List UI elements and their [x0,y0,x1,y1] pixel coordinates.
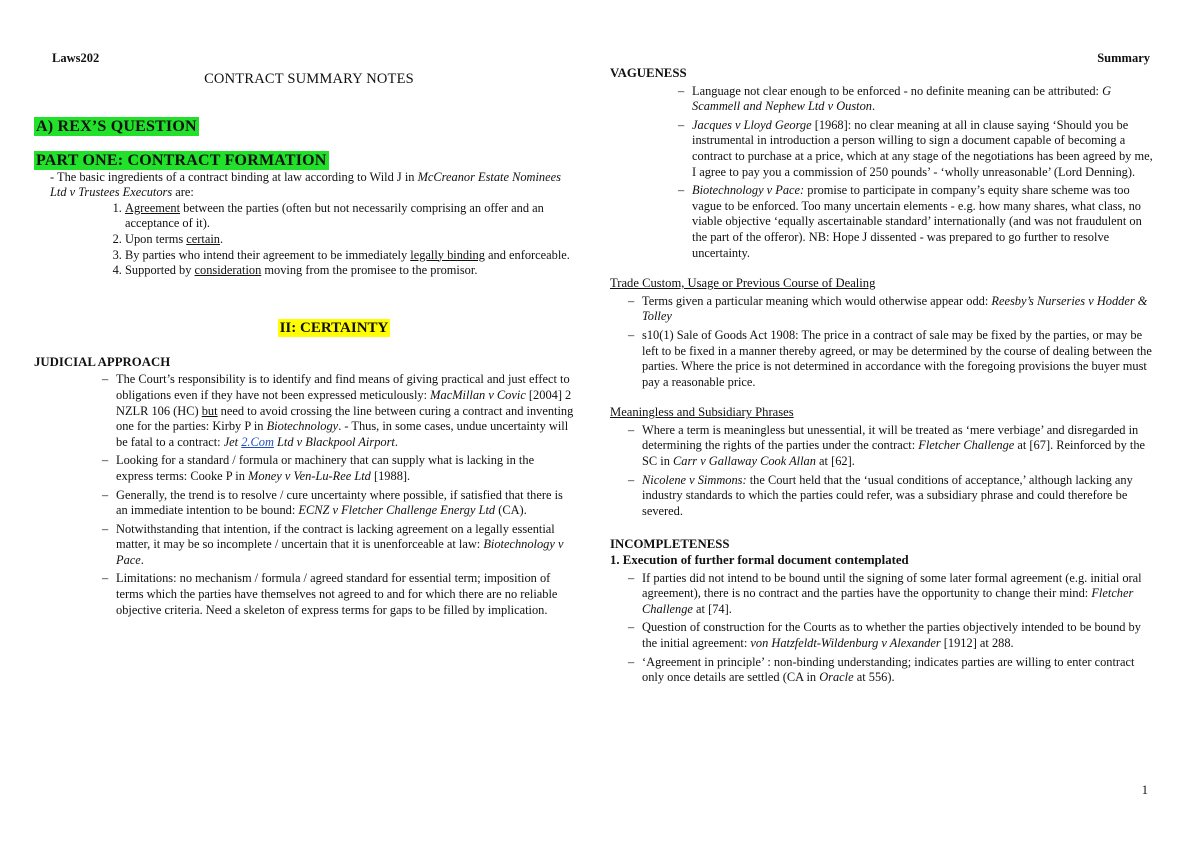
case-name: Biotechnology [266,419,339,434]
intro-text-end: are: [172,185,194,200]
item-text: . [394,434,398,449]
case-name: von Hatzfeldt-Wildenburg v Alexander [750,636,941,650]
case-name: ECNZ v Fletcher Challenge Energy Ltd [298,503,496,518]
heading-trade-custom: Trade Custom, Usage or Previous Course of Dealing [610,276,876,291]
requirement-item [125,263,574,279]
judicial-approach-list [34,372,574,618]
case-name: Carr v Gallaway Cook Allan [673,454,816,469]
hyperlink-2com[interactable]: 2.Com [241,434,274,449]
page-number: 1 [1141,783,1148,797]
case-name: Jacques v Lloyd George [692,117,812,132]
meaningless-phrases-list [610,423,1155,520]
document-title: CONTRACT SUMMARY NOTES [204,71,414,87]
case-name: Fletcher Challenge [642,586,1134,616]
req-key-term: certain [186,231,220,246]
requirement-item [125,232,574,248]
intro-text: - The basic ingredients of a contract binding at law according to Wild J in [50,169,418,184]
heading-part-one: PART ONE: CONTRACT FORMATION [36,151,327,169]
heading-incompleteness: INCOMPLETENESS [610,537,730,552]
heading-rex-question: A) REX’S QUESTION [36,117,197,135]
item-text: at [62]. [815,454,855,469]
item-text: at 556). [853,670,895,685]
case-name: Biotechnology v Pace: [692,183,805,198]
case-name: Oracle [819,670,854,685]
case-name: Money v Ven-Lu-Ree Ltd [248,468,371,483]
list-item [34,372,574,450]
list-item [610,655,1155,686]
case-name: Nicolene v Simmons: [642,472,747,487]
item-text: s10(1) Sale of Goods Act 1908: The price in a contract of sale may be fixed by the parties, or may be left to be fixed in a manner thereby agreed, or may be determined by the course of dealing between the parties. Where the price is not determined in accordance with the foregoing provisions the buyer must pay a reasonable price. [642,327,1152,389]
list-item [34,522,574,569]
item-text: at [74]. [692,601,732,616]
case-name: Reesby’s Nurseries v Hodder & Tolley [642,293,1148,324]
req-text-end: and enforceable. [484,247,570,262]
item-text: Terms given a particular meaning which would otherwise appear odd: [642,293,992,308]
req-text: By parties who intend their agreement to be immediately [125,247,411,262]
intro-paragraph [34,170,574,201]
heading-certainty-wrap [34,319,574,337]
case-name: Jet [223,434,242,449]
list-item [34,571,574,618]
heading-meaningless-phrases: Meaningless and Subsidiary Phrases [610,405,794,420]
req-key-term: consideration [194,263,262,278]
heading-certainty: II: CERTAINTY [279,319,389,336]
list-item [610,118,1155,180]
item-text: Limitations: no mechanism / formula / agreed standard for essential term; imposition of terms which the parties have themselves not agreed to and for which there are no reliable objective criteria. Need a skeleton of express terms for gaps to be filled by implication. [116,571,558,617]
req-text-end: between the parties (often but not necessarily comprising an offer and an acceptance of it). [125,200,544,231]
case-name: Biotechnology v Pace [116,537,564,567]
req-text-end: moving from the promisee to the promisor. [261,263,478,278]
list-item [610,571,1155,618]
item-text: at [67]. Reinforced by the SC in [642,438,1146,469]
list-item [610,294,1155,325]
item-text: Looking for a standard / formula or machinery that can supply what is lacking in the express terms: Cooke P in [116,453,535,483]
header-course-code: Laws202 [52,51,100,65]
item-text: Where a term is meaningless but unessential, it will be treated as ‘mere verbiage’ and disregarded in determining the rights of the parties under the contract: [642,422,1139,453]
item-text: If parties did not intend to be bound until the signing of some later formal agreement (e.g. initial oral agreement), there is no contract and the parties have the opportunity to change their mind: [642,570,1142,601]
case-name: Ltd v Blackpool Airport [273,434,395,449]
item-text: The Court’s responsibility is to identify and find means of giving practical and just effect to obligations even if they have not been expressed meticulously: [116,372,570,402]
right-column [610,66,1155,689]
item-text: [2004] 2 NZLR 106 (HC) [116,387,572,418]
item-text: promise to participate in company’s equity share scheme was too vague to be enforced. Too many uncertain elements - e.g. how many shares, what class, no viable objective ‘equally ascertainable standard’ internationally (and was not fraudulent on the part of the offeror). NB: Hope J dissented - was prepared to go further to resolve uncertainty. [692,183,1142,260]
item-text: the Court held that the ‘usual conditions of acceptance,’ although lacking any industry standards to which the parties could refer, was a subsidiary phrase and could therefore be severed. [642,472,1133,518]
heading-part-one-wrap [34,151,574,170]
heading-vagueness: VAGUENESS [610,66,687,80]
list-item [610,84,1155,115]
item-text: (CA). [495,503,527,518]
emphasis-text: but [201,403,218,418]
item-text: [1968]: no clear meaning at all in clause saying ‘Should you be instrumental in introduction a person willing to sign a document capable of becoming a contract to purchase at a price, which at any stage of the negotiations has been agreed by me, I agree to pay you a commission of 250 pounds’ - ‘wholly unreasonable’ (Lord Denning). [692,117,1153,179]
item-text: . [872,99,876,114]
item-text: Language not clear enough to be enforced - no definite meaning can be attributed: [692,83,1103,98]
case-name: McCreanor Estate Nominees Ltd v Trustees Executors [50,169,561,200]
item-text: Generally, the trend is to resolve / cure uncertainty where possible, if satisfied that there is an immediate intention to be bound: [116,487,563,518]
req-text-end: . [219,231,224,246]
case-name: G Scammell and Nephew Ltd v Ouston [692,83,1112,114]
list-item [610,473,1155,520]
item-text: need to avoid crossing the line between curing a contract and inventing one for the parties: Kirby P in [116,403,574,434]
case-name: Fletcher Challenge [918,438,1015,453]
item-text: Notwithstanding that intention, if the contract is lacking agreement on a legally essential matter, it may be so incomplete / uncertain that it is unenforceable at law: [116,521,555,552]
requirement-item [125,248,574,264]
header-doc-type: Summary [1097,51,1150,65]
vagueness-list [610,84,1155,262]
left-column [34,66,574,621]
execution-list [610,571,1155,686]
list-item [610,620,1155,651]
heading-execution-formal-document: 1. Execution of further formal document contemplated [610,553,909,568]
list-item [610,328,1155,390]
list-item [610,423,1155,470]
item-text: ‘Agreement in principle’ : non-binding understanding; indicates parties are willing to enter contract only once details are settled (CA in [642,654,1135,685]
list-item [34,453,574,484]
req-key-term: Agreement [125,200,181,215]
item-text: . [140,552,144,567]
requirement-item [125,201,574,232]
heading-judicial-approach: JUDICIAL APPROACH [34,354,171,369]
trade-custom-list [610,294,1155,391]
item-text: [1912] at 288. [940,636,1014,650]
item-text: . - Thus, in some cases, undue uncertainty will be fatal to a contract: [116,419,569,449]
req-text: Supported by [125,263,195,278]
case-name: MacMillan v Covic [430,387,526,402]
req-text: Upon terms [125,231,187,246]
list-item [34,488,574,519]
requirements-list [34,201,574,279]
item-text: [1988]. [370,468,411,483]
list-item [610,183,1155,261]
req-key-term: legally binding [410,247,485,262]
item-text: Question of construction for the Courts as to whether the parties objectively intended to be bound by the initial agreement: [642,620,1141,650]
heading-rex-question-wrap [34,117,574,136]
